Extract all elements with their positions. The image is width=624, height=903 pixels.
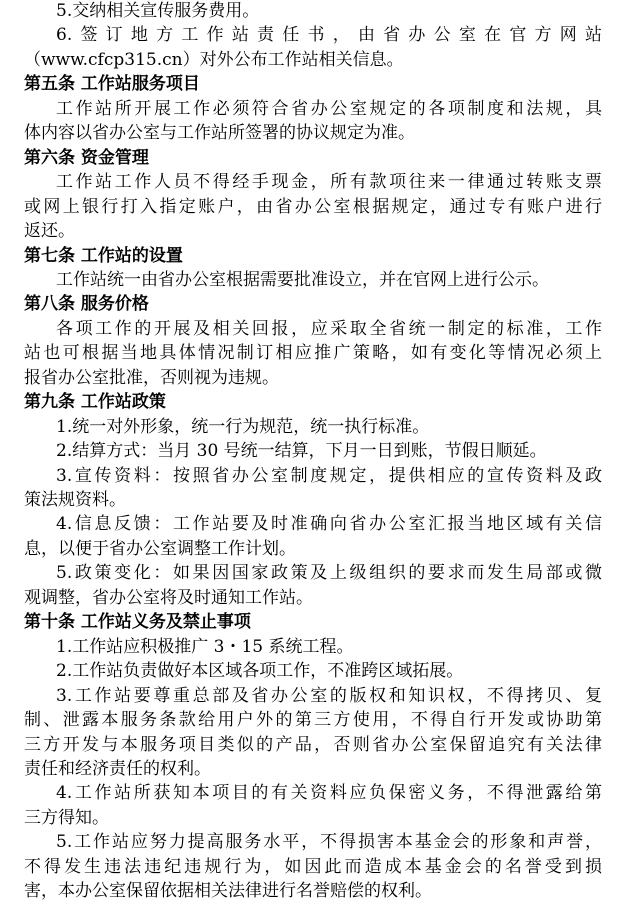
paragraph-line: 5.交纳相关宣传服务费用。 <box>56 1 260 21</box>
section-heading: 第六条 资金管理 <box>24 147 149 168</box>
paragraph-line: 返还。 <box>24 221 75 241</box>
paragraph-line: 4.信息反馈：工作站要及时准确向省办公室汇报当地区域有关信 <box>56 514 602 535</box>
paragraph-line: 不得发生违法违纪违规行为，如因此而造成本基金会的名誉受到损 <box>24 856 602 877</box>
paragraph-line: 4.工作站所获知本项目的有关资料应负保密义务，不得泄露给第 <box>56 783 602 804</box>
section-heading: 第十条 工作站义务及禁止事项 <box>24 612 251 633</box>
paragraph-line: （www.cfcp315.cn）对外公布工作站相关信息。 <box>24 49 404 70</box>
paragraph-line: 6.签订地方工作站责任书，由省办公室在官方网站 <box>56 25 602 46</box>
paragraph-line: 1.工作站应积极推广 3・15 系统工程。 <box>56 636 354 657</box>
paragraph-line: 3.宣传资料：按照省办公室制度规定，提供相应的宣传资料及政 <box>56 465 602 486</box>
section-heading: 第九条 工作站政策 <box>24 392 166 413</box>
section-heading: 第八条 服务价格 <box>24 294 149 315</box>
paragraph-line: 工作站工作人员不得经手现金，所有款项往来一律通过转账支票 <box>56 172 602 193</box>
paragraph-line: 息，以便于省办公室调整工作计划。 <box>24 538 296 559</box>
paragraph-line: 观调整，省办公室将及时通知工作站。 <box>24 587 313 608</box>
paragraph-line: 报省办公室批准，否则视为违规。 <box>24 367 279 388</box>
paragraph-line: 2.结算方式：当月 30 号统一结算，下月一日到账，节假日顺延。 <box>56 441 547 462</box>
paragraph-line: 5.政策变化：如果因国家政策及上级组织的要求而发生局部或微 <box>56 563 602 584</box>
paragraph-line: 2.工作站负责做好本区域各项工作，不准跨区域拓展。 <box>56 661 464 682</box>
paragraph-line: 各项工作的开展及相关回报，应采取全省统一制定的标准，工作 <box>56 318 602 339</box>
paragraph-line: 三方开发与本服务项目类似的产品，否则省办公室保留追究有关法律 <box>24 734 602 755</box>
paragraph-line: 工作站所开展工作必须符合省办公室规定的各项制度和法规，具 <box>56 98 602 119</box>
paragraph-line: 工作站统一由省办公室根据需要批准设立，并在官网上进行公示。 <box>56 269 549 290</box>
section-heading: 第七条 工作站的设置 <box>24 245 183 266</box>
paragraph-line: 害，本办公室保留依据相关法律进行名誉赔偿的权利。 <box>24 881 432 902</box>
section-heading: 第五条 工作站服务项目 <box>24 74 200 95</box>
paragraph-line: 制、泄露本服务条款给用户外的第三方使用，不得自行开发或协助第 <box>24 710 602 730</box>
paragraph-line: 3.工作站要尊重总部及省办公室的版权和知识权，不得拷贝、复 <box>56 685 602 706</box>
paragraph-line: 1.统一对外形象，统一行为规范，统一执行标准。 <box>56 416 430 437</box>
paragraph-line: 体内容以省办公室与工作站所签署的协议规定为准。 <box>24 123 415 144</box>
paragraph-line: 策法规资料。 <box>24 490 126 510</box>
paragraph-line: 三方得知。 <box>24 807 109 828</box>
paragraph-line: 责任和经济责任的权利。 <box>24 758 211 779</box>
paragraph-line: 5.工作站应努力提高服务水平，不得损害本基金会的形象和声誉， <box>56 832 602 853</box>
paragraph-line: 站也可根据当地具体情况制订相应推广策略，如有变化等情况必须上 <box>24 343 602 364</box>
paragraph-line: 或网上银行打入指定账户，由省办公室根据规定，通过专有账户进行 <box>24 196 602 217</box>
